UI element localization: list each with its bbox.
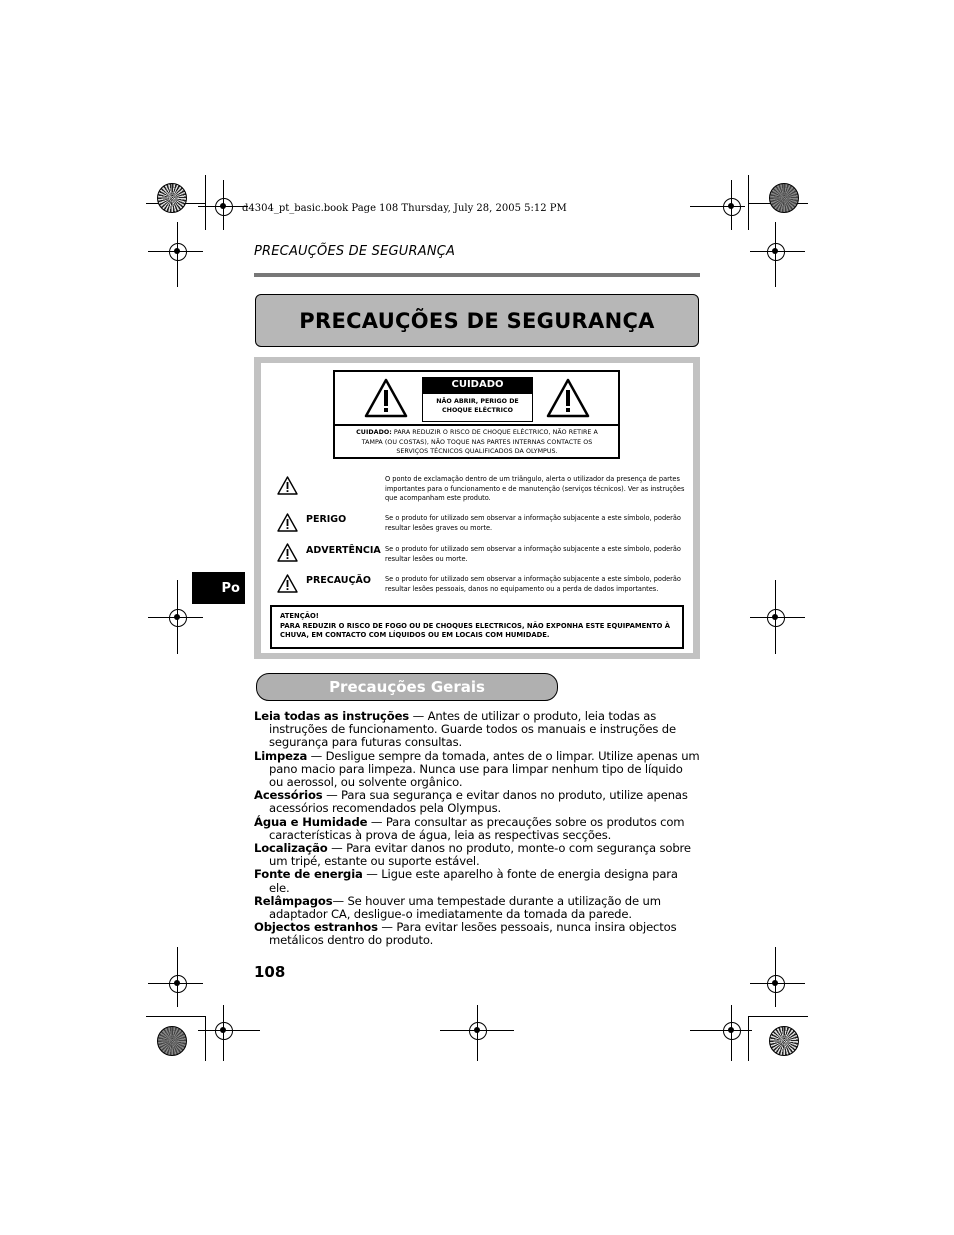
list-item: [254, 895, 700, 921]
symbol-description-line: resultar lesões graves ou morte.: [385, 523, 493, 532]
registration-crosshair-icon: [169, 975, 187, 993]
caution-text-line: SERVIÇOS TÉCNICOS QUALIFICADOS DA OLYMPUS.: [396, 448, 558, 456]
page-title: PRECAUÇÕES DE SEGURANÇA: [299, 308, 655, 333]
list-item: [254, 868, 700, 894]
warning-triangle-icon: [277, 476, 298, 495]
warning-triangle-icon: [277, 513, 298, 532]
symbol-description: [385, 475, 685, 504]
item-term: Acessórios: [254, 788, 323, 803]
symbol-description: [385, 545, 685, 564]
file-header: d4304_pt_basic.book Page 108 Thursday, July 28, 2005 5:12 PM: [242, 203, 567, 214]
list-item: [254, 921, 700, 947]
warning-triangle-icon: [546, 378, 590, 418]
list-item: [254, 816, 700, 842]
caution-text-bold: CUIDADO:: [356, 429, 392, 436]
caution-text-line: TAMPA (OU COSTAS), NÃO TOQUE NAS PARTES INTERNAS CONTACTE OS: [361, 438, 593, 446]
item-text: — Para evitar danos no produto, monte-o com segurança sobre um tripé, estante ou suporte estável.: [269, 841, 691, 869]
symbol-description-line: Se o produto for utilizado sem observar a informação subjacente a este símbolo, poderão: [385, 514, 681, 522]
warning-triangle-icon: [277, 574, 298, 593]
color-rosette-icon: [157, 1026, 187, 1056]
item-text: — Antes de utilizar o produto, leia todas as instruções de funcionamento. Guarde todos os manuais e instruções de segurança para futuras consultas.: [269, 709, 676, 750]
color-rosette-icon: [769, 1026, 799, 1056]
item-term: Limpeza: [254, 748, 308, 763]
caution-divider: [335, 424, 619, 426]
registration-crosshair-icon: [723, 1022, 741, 1040]
symbol-name-advertencia: ADVERTÊNCIA: [306, 545, 381, 556]
caution-text: [340, 428, 614, 457]
registration-crosshair-icon: [215, 198, 233, 216]
item-term: Localização: [254, 841, 328, 856]
page-number: 108: [254, 963, 286, 981]
header-rule: [254, 273, 700, 277]
registration-crosshair-icon: [767, 243, 785, 261]
item-term: Objectos estranhos: [254, 920, 378, 935]
symbol-description-line: resultar lesões pessoais, danos no equipamento ou a perda de dados importantes.: [385, 584, 659, 593]
symbol-description-line: resultar lesões ou morte.: [385, 554, 468, 563]
caution-subtext: [422, 393, 533, 422]
item-text: — Se houver uma tempestade durante a utilização de um adaptador CA, desligue-o imediatamente da tomada da parede.: [269, 893, 661, 922]
list-item: [254, 842, 700, 868]
symbol-description-line: importantes para o funcionamento e de manutenção (serviços técnicos). Ver as instruções: [385, 484, 685, 493]
symbol-description: [385, 514, 685, 533]
registration-crosshair-icon: [767, 609, 785, 627]
attention-heading: ATENÇÃO!: [280, 612, 319, 620]
item-text: — Desligue sempre da tomada, antes de o limpar. Utilize apenas um pano macio para limpeza. Nunca use para limpar nenhum tipo de líquido ou aerossol, ou solvente orgânico.: [269, 748, 700, 790]
symbol-description-line: Se o produto for utilizado sem observar a informação subjacente a este símbolo, poderão: [385, 575, 681, 583]
color-rosette-icon: [157, 183, 187, 213]
color-rosette-icon: [769, 183, 799, 213]
registration-crosshair-icon: [169, 243, 187, 261]
caution-subtext-line: CHOQUE ELÉCTRICO: [442, 407, 513, 414]
registration-crosshair-icon: [469, 1022, 487, 1040]
subsection-header: [256, 673, 558, 701]
caution-subtext-line: NÃO ABRIR, PERIGO DE: [436, 398, 519, 405]
registration-crosshair-icon: [767, 975, 785, 993]
item-term: Leia todas as instruções: [254, 709, 410, 723]
symbol-description-line: Se o produto for utilizado sem observar a informação subjacente a este símbolo, poderão: [385, 545, 681, 553]
general-precautions-list: [254, 710, 700, 948]
symbol-description: [385, 575, 685, 594]
item-term: Fonte de energia: [254, 867, 363, 882]
attention-line: PARA REDUZIR O RISCO DE FOGO OU DE CHOQUES ELECTRICOS, NÃO EXPONHA ESTE EQUIPAMENTO À: [280, 621, 671, 630]
item-term: Água e Humidade: [254, 814, 368, 829]
caution-text-line: PARA REDUZIR O RISCO DE CHOQUE ELÉCTRICO, NÃO RETIRE A: [391, 429, 598, 436]
registration-crosshair-icon: [723, 198, 741, 216]
list-item: [254, 710, 700, 750]
caution-label: CUIDADO: [422, 377, 533, 393]
item-text: — Ligue este aparelho à fonte de energia designa para ele.: [269, 867, 678, 895]
item-text: — Para evitar lesões pessoais, nunca insira objectos metálicos dentro do produto.: [269, 920, 677, 948]
list-item: [254, 750, 700, 790]
title-box: [255, 294, 699, 347]
item-term: Relâmpagos: [254, 893, 333, 908]
warning-triangle-icon: [364, 378, 408, 418]
language-tab: Po: [192, 572, 245, 604]
item-text: — Para sua segurança e evitar danos no produto, utilize apenas acessórios recomendados pela Olympus.: [269, 788, 688, 816]
attention-line: CHUVA, EM CONTACTO COM LÍQUIDOS OU EM LOCAIS COM HUMIDADE.: [280, 631, 550, 640]
running-head: PRECAUÇÕES DE SEGURANÇA: [254, 244, 456, 259]
symbol-name-precaucao: PRECAUÇÃO: [306, 575, 371, 586]
list-item: [254, 789, 700, 815]
symbol-description-line: O ponto de exclamação dentro de um triângulo, alerta o utilizador da presença de partes: [385, 475, 680, 483]
attention-box: [270, 605, 684, 649]
warning-triangle-icon: [277, 543, 298, 562]
symbol-name-perigo: PERIGO: [306, 514, 347, 525]
symbol-description-line: que acompanham este produto.: [385, 494, 491, 502]
subsection-title: Precauções Gerais: [329, 678, 485, 696]
item-text: — Para consultar as precauções sobre os produtos com características à prova de água, leia as respectivas secções.: [269, 814, 685, 842]
registration-crosshair-icon: [215, 1022, 233, 1040]
registration-crosshair-icon: [169, 609, 187, 627]
